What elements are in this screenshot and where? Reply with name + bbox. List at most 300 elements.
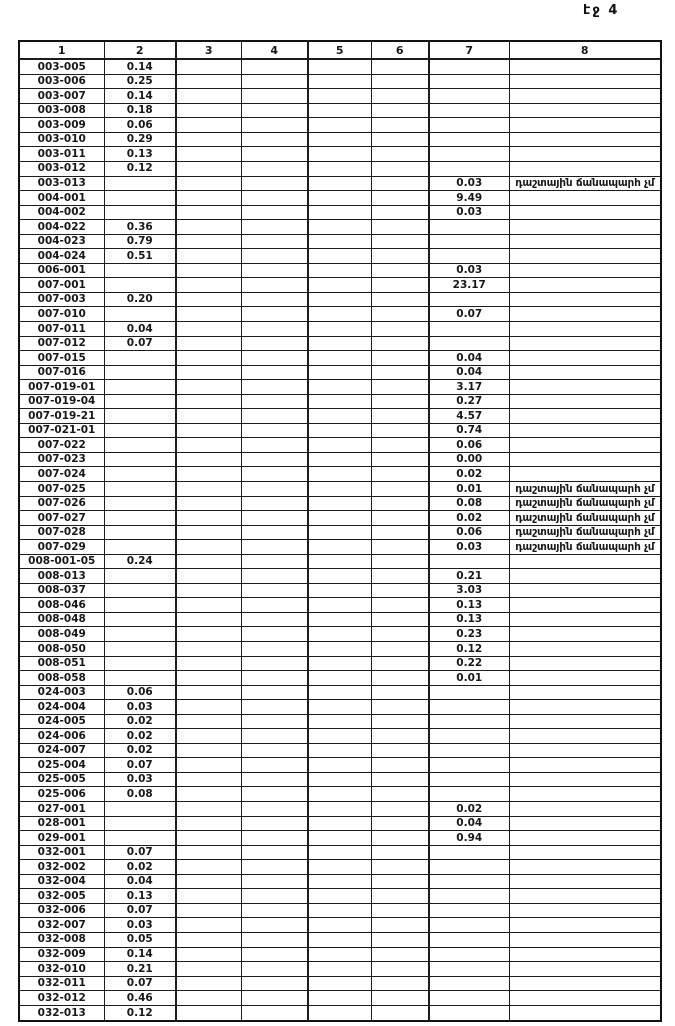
cell-empty-4 <box>241 1005 308 1021</box>
cell-empty-6 <box>371 627 429 642</box>
cell-empty-4 <box>241 147 308 162</box>
cell-empty-6 <box>371 714 429 729</box>
cell-empty-3 <box>176 874 241 889</box>
cell-note-text <box>509 409 661 424</box>
cell-area-value-7: 0.07 <box>429 307 509 322</box>
cell-empty-4 <box>241 220 308 235</box>
cell-empty-6 <box>371 74 429 89</box>
cell-empty-4 <box>241 118 308 133</box>
cell-empty-4 <box>241 336 308 351</box>
cell-empty-6 <box>371 671 429 686</box>
table-row <box>19 496 661 511</box>
cell-parcel-code: 032-012 <box>19 991 104 1006</box>
cell-empty-6 <box>371 787 429 802</box>
cell-note-text <box>509 394 661 409</box>
cell-area-value-7 <box>429 220 509 235</box>
table-body <box>19 59 661 1021</box>
cell-parcel-code: 004-002 <box>19 205 104 220</box>
cell-empty-5 <box>308 569 371 584</box>
cell-area-value: 0.18 <box>104 103 176 118</box>
cell-empty-5 <box>308 729 371 744</box>
cell-parcel-code: 003-010 <box>19 132 104 147</box>
table-row <box>19 860 661 875</box>
cell-empty-5 <box>308 351 371 366</box>
cell-note-text <box>509 249 661 264</box>
cell-note-text <box>509 991 661 1006</box>
table-row <box>19 132 661 147</box>
cell-note-text: դաշտային ճանապարհ չմ <box>509 496 661 511</box>
cell-parcel-code: 007-003 <box>19 292 104 307</box>
cell-empty-3 <box>176 191 241 206</box>
cell-parcel-code: 007-019-01 <box>19 380 104 395</box>
table-row <box>19 714 661 729</box>
cell-empty-5 <box>308 74 371 89</box>
cell-parcel-code: 003-013 <box>19 176 104 191</box>
cell-empty-6 <box>371 351 429 366</box>
cell-empty-5 <box>308 438 371 453</box>
table-header-row <box>19 41 661 59</box>
cell-area-value-7 <box>429 874 509 889</box>
cell-parcel-code: 027-001 <box>19 802 104 817</box>
cell-empty-3 <box>176 452 241 467</box>
cell-area-value: 0.21 <box>104 962 176 977</box>
table-row <box>19 103 661 118</box>
cell-area-value-7: 0.21 <box>429 569 509 584</box>
cell-note-text <box>509 191 661 206</box>
cell-empty-5 <box>308 132 371 147</box>
cell-empty-4 <box>241 161 308 176</box>
cell-area-value-7: 0.04 <box>429 351 509 366</box>
cell-note-text <box>509 263 661 278</box>
cell-empty-6 <box>371 482 429 497</box>
cell-empty-5 <box>308 496 371 511</box>
table-row <box>19 569 661 584</box>
table-row <box>19 685 661 700</box>
cell-empty-3 <box>176 161 241 176</box>
cell-area-value-7: 0.03 <box>429 540 509 555</box>
header-col-2: 2 <box>104 41 176 59</box>
cell-empty-6 <box>371 860 429 875</box>
cell-area-value-7 <box>429 700 509 715</box>
cell-empty-6 <box>371 452 429 467</box>
cell-empty-4 <box>241 918 308 933</box>
cell-empty-4 <box>241 511 308 526</box>
cell-area-value-7: 0.04 <box>429 816 509 831</box>
cell-note-text <box>509 772 661 787</box>
cell-area-value-7 <box>429 292 509 307</box>
cell-area-value-7 <box>429 336 509 351</box>
cell-empty-3 <box>176 176 241 191</box>
cell-area-value: 0.07 <box>104 758 176 773</box>
table-row <box>19 525 661 540</box>
cell-parcel-code: 032-007 <box>19 918 104 933</box>
cell-note-text: դաշտային ճանապարհ չմ <box>509 176 661 191</box>
cell-parcel-code: 032-009 <box>19 947 104 962</box>
cell-empty-5 <box>308 700 371 715</box>
cell-empty-3 <box>176 511 241 526</box>
cell-area-value <box>104 263 176 278</box>
table-row <box>19 249 661 264</box>
cell-area-value-7: 0.13 <box>429 598 509 613</box>
cell-empty-5 <box>308 671 371 686</box>
cell-area-value: 0.04 <box>104 874 176 889</box>
cell-empty-6 <box>371 336 429 351</box>
cell-note-text <box>509 554 661 569</box>
cell-parcel-code: 007-027 <box>19 511 104 526</box>
cell-area-value: 0.03 <box>104 918 176 933</box>
cell-empty-5 <box>308 627 371 642</box>
cell-empty-5 <box>308 802 371 817</box>
cell-empty-5 <box>308 161 371 176</box>
cell-area-value <box>104 511 176 526</box>
cell-parcel-code: 028-001 <box>19 816 104 831</box>
cell-parcel-code: 032-010 <box>19 962 104 977</box>
cell-area-value <box>104 831 176 846</box>
cell-empty-6 <box>371 423 429 438</box>
cell-parcel-code: 032-006 <box>19 903 104 918</box>
cell-empty-5 <box>308 1005 371 1021</box>
cell-empty-5 <box>308 118 371 133</box>
table-row <box>19 147 661 162</box>
cell-empty-3 <box>176 860 241 875</box>
cell-empty-3 <box>176 118 241 133</box>
cell-empty-3 <box>176 132 241 147</box>
cell-empty-4 <box>241 365 308 380</box>
cell-area-value <box>104 278 176 293</box>
cell-empty-3 <box>176 89 241 104</box>
cell-empty-6 <box>371 263 429 278</box>
cell-note-text <box>509 467 661 482</box>
cell-empty-3 <box>176 831 241 846</box>
table-row <box>19 743 661 758</box>
cell-empty-6 <box>371 772 429 787</box>
cell-area-value-7: 0.22 <box>429 656 509 671</box>
cell-area-value-7 <box>429 860 509 875</box>
cell-note-text <box>509 89 661 104</box>
cell-area-value: 0.12 <box>104 161 176 176</box>
cell-empty-4 <box>241 292 308 307</box>
table-row <box>19 729 661 744</box>
cell-empty-6 <box>371 132 429 147</box>
table-row <box>19 816 661 831</box>
cell-empty-3 <box>176 918 241 933</box>
cell-area-value-7 <box>429 845 509 860</box>
cell-empty-6 <box>371 249 429 264</box>
cell-empty-3 <box>176 642 241 657</box>
cell-empty-3 <box>176 220 241 235</box>
cell-area-value <box>104 351 176 366</box>
cell-parcel-code: 003-011 <box>19 147 104 162</box>
table-row <box>19 336 661 351</box>
cell-area-value-7 <box>429 903 509 918</box>
cell-area-value: 0.13 <box>104 147 176 162</box>
table-row <box>19 423 661 438</box>
cell-note-text <box>509 336 661 351</box>
cell-area-value-7 <box>429 976 509 991</box>
cell-area-value-7 <box>429 74 509 89</box>
cell-empty-3 <box>176 234 241 249</box>
table-row <box>19 976 661 991</box>
cell-empty-4 <box>241 132 308 147</box>
cell-area-value <box>104 205 176 220</box>
cell-area-value <box>104 496 176 511</box>
cell-empty-5 <box>308 220 371 235</box>
cell-empty-4 <box>241 409 308 424</box>
cell-empty-4 <box>241 845 308 860</box>
cell-parcel-code: 007-019-21 <box>19 409 104 424</box>
cell-note-text <box>509 802 661 817</box>
cell-area-value: 0.05 <box>104 932 176 947</box>
cell-note-text <box>509 278 661 293</box>
cell-area-value-7 <box>429 772 509 787</box>
cell-empty-4 <box>241 583 308 598</box>
cell-area-value-7 <box>429 714 509 729</box>
cell-empty-3 <box>176 249 241 264</box>
cell-area-value-7: 0.03 <box>429 205 509 220</box>
table-header <box>19 41 661 59</box>
cell-empty-6 <box>371 176 429 191</box>
cell-note-text <box>509 220 661 235</box>
cell-area-value-7: 3.03 <box>429 583 509 598</box>
header-col-3: 3 <box>176 41 241 59</box>
cell-area-value-7: 0.02 <box>429 467 509 482</box>
cell-note-text <box>509 976 661 991</box>
cell-empty-4 <box>241 263 308 278</box>
cell-empty-5 <box>308 991 371 1006</box>
cell-area-value-7: 9.49 <box>429 191 509 206</box>
cell-empty-5 <box>308 903 371 918</box>
table-row <box>19 278 661 293</box>
cell-empty-6 <box>371 365 429 380</box>
cell-note-text <box>509 147 661 162</box>
cell-area-value <box>104 467 176 482</box>
cell-empty-6 <box>371 816 429 831</box>
cell-area-value-7 <box>429 729 509 744</box>
cell-area-value <box>104 569 176 584</box>
cell-parcel-code: 025-005 <box>19 772 104 787</box>
cell-area-value: 0.02 <box>104 743 176 758</box>
header-col-5: 5 <box>308 41 371 59</box>
cell-area-value-7: 0.01 <box>429 671 509 686</box>
cell-empty-4 <box>241 802 308 817</box>
cell-area-value: 0.02 <box>104 729 176 744</box>
cell-empty-3 <box>176 467 241 482</box>
cell-empty-3 <box>176 292 241 307</box>
cell-parcel-code: 007-011 <box>19 321 104 336</box>
cell-area-value-7 <box>429 234 509 249</box>
table-row <box>19 991 661 1006</box>
table-row <box>19 874 661 889</box>
cell-empty-6 <box>371 220 429 235</box>
table-row <box>19 889 661 904</box>
table-row <box>19 642 661 657</box>
cell-empty-6 <box>371 89 429 104</box>
table-row <box>19 351 661 366</box>
cell-empty-5 <box>308 932 371 947</box>
cell-area-value-7: 0.94 <box>429 831 509 846</box>
cell-empty-6 <box>371 845 429 860</box>
cell-area-value-7 <box>429 118 509 133</box>
table-row <box>19 787 661 802</box>
cell-empty-5 <box>308 176 371 191</box>
cell-area-value-7: 0.01 <box>429 482 509 497</box>
header-col-7: 7 <box>429 41 509 59</box>
cell-empty-4 <box>241 482 308 497</box>
cell-empty-6 <box>371 802 429 817</box>
cell-empty-5 <box>308 394 371 409</box>
header-col-1: 1 <box>19 41 104 59</box>
cell-empty-4 <box>241 932 308 947</box>
cell-note-text <box>509 103 661 118</box>
table-row <box>19 176 661 191</box>
table-row <box>19 482 661 497</box>
cell-empty-3 <box>176 409 241 424</box>
cell-area-value <box>104 816 176 831</box>
cell-area-value-7 <box>429 321 509 336</box>
cell-empty-4 <box>241 103 308 118</box>
cell-area-value-7: 0.04 <box>429 365 509 380</box>
cell-empty-3 <box>176 802 241 817</box>
cell-empty-5 <box>308 831 371 846</box>
cell-empty-6 <box>371 161 429 176</box>
cell-area-value-7: 0.23 <box>429 627 509 642</box>
cell-empty-6 <box>371 511 429 526</box>
cell-empty-3 <box>176 947 241 962</box>
cell-empty-4 <box>241 176 308 191</box>
cell-area-value <box>104 642 176 657</box>
cell-empty-5 <box>308 307 371 322</box>
cell-empty-3 <box>176 1005 241 1021</box>
cell-parcel-code: 007-015 <box>19 351 104 366</box>
cell-empty-3 <box>176 962 241 977</box>
cell-empty-5 <box>308 758 371 773</box>
cell-empty-3 <box>176 729 241 744</box>
cell-empty-3 <box>176 787 241 802</box>
parcel-data-table <box>18 40 662 1022</box>
cell-empty-3 <box>176 351 241 366</box>
cell-empty-5 <box>308 380 371 395</box>
cell-empty-3 <box>176 932 241 947</box>
cell-empty-4 <box>241 278 308 293</box>
cell-empty-4 <box>241 540 308 555</box>
cell-empty-4 <box>241 758 308 773</box>
cell-area-value-7 <box>429 161 509 176</box>
cell-area-value-7: 0.06 <box>429 438 509 453</box>
cell-note-text <box>509 685 661 700</box>
cell-note-text <box>509 1005 661 1021</box>
cell-empty-3 <box>176 540 241 555</box>
cell-empty-4 <box>241 860 308 875</box>
cell-empty-4 <box>241 525 308 540</box>
cell-empty-4 <box>241 74 308 89</box>
cell-parcel-code: 007-023 <box>19 452 104 467</box>
cell-note-text <box>509 234 661 249</box>
cell-note-text <box>509 452 661 467</box>
cell-parcel-code: 029-001 <box>19 831 104 846</box>
cell-area-value: 0.07 <box>104 976 176 991</box>
cell-empty-4 <box>241 976 308 991</box>
cell-parcel-code: 004-022 <box>19 220 104 235</box>
cell-empty-5 <box>308 263 371 278</box>
cell-empty-5 <box>308 889 371 904</box>
cell-empty-6 <box>371 467 429 482</box>
cell-parcel-code: 003-009 <box>19 118 104 133</box>
cell-empty-6 <box>371 976 429 991</box>
cell-area-value-7: 0.03 <box>429 176 509 191</box>
table-row <box>19 292 661 307</box>
cell-area-value-7: 0.12 <box>429 642 509 657</box>
cell-parcel-code: 032-008 <box>19 932 104 947</box>
cell-empty-3 <box>176 263 241 278</box>
cell-empty-4 <box>241 89 308 104</box>
cell-empty-3 <box>176 147 241 162</box>
cell-empty-5 <box>308 816 371 831</box>
cell-empty-3 <box>176 482 241 497</box>
cell-area-value: 0.14 <box>104 59 176 74</box>
cell-area-value <box>104 598 176 613</box>
cell-parcel-code: 024-005 <box>19 714 104 729</box>
cell-empty-3 <box>176 758 241 773</box>
cell-parcel-code: 007-016 <box>19 365 104 380</box>
cell-empty-3 <box>176 991 241 1006</box>
cell-area-value <box>104 176 176 191</box>
cell-empty-4 <box>241 729 308 744</box>
cell-empty-5 <box>308 59 371 74</box>
cell-empty-5 <box>308 845 371 860</box>
cell-empty-6 <box>371 700 429 715</box>
cell-empty-3 <box>176 59 241 74</box>
cell-area-value-7: 23.17 <box>429 278 509 293</box>
cell-empty-3 <box>176 380 241 395</box>
cell-empty-4 <box>241 423 308 438</box>
cell-area-value-7 <box>429 787 509 802</box>
cell-empty-3 <box>176 671 241 686</box>
cell-note-text: դաշտային ճանապարհ չմ <box>509 525 661 540</box>
cell-empty-5 <box>308 467 371 482</box>
table-row <box>19 656 661 671</box>
cell-area-value <box>104 452 176 467</box>
cell-note-text <box>509 205 661 220</box>
cell-area-value: 0.20 <box>104 292 176 307</box>
table-row <box>19 918 661 933</box>
table-row <box>19 321 661 336</box>
cell-note-text <box>509 729 661 744</box>
cell-empty-6 <box>371 831 429 846</box>
header-col-8: 8 <box>509 41 661 59</box>
cell-area-value-7 <box>429 132 509 147</box>
cell-empty-3 <box>176 889 241 904</box>
cell-parcel-code: 008-037 <box>19 583 104 598</box>
cell-empty-3 <box>176 598 241 613</box>
cell-empty-5 <box>308 234 371 249</box>
cell-empty-4 <box>241 59 308 74</box>
cell-empty-4 <box>241 191 308 206</box>
cell-note-text: դաշտային ճանապարհ չմ <box>509 482 661 497</box>
cell-empty-6 <box>371 438 429 453</box>
header-col-6: 6 <box>371 41 429 59</box>
cell-note-text: դաշտային ճանապարհ չմ <box>509 540 661 555</box>
cell-note-text <box>509 714 661 729</box>
cell-area-value <box>104 525 176 540</box>
cell-empty-4 <box>241 772 308 787</box>
cell-area-value-7 <box>429 932 509 947</box>
cell-parcel-code: 007-022 <box>19 438 104 453</box>
cell-empty-4 <box>241 743 308 758</box>
cell-empty-5 <box>308 525 371 540</box>
cell-area-value <box>104 583 176 598</box>
cell-empty-3 <box>176 103 241 118</box>
cell-note-text <box>509 321 661 336</box>
